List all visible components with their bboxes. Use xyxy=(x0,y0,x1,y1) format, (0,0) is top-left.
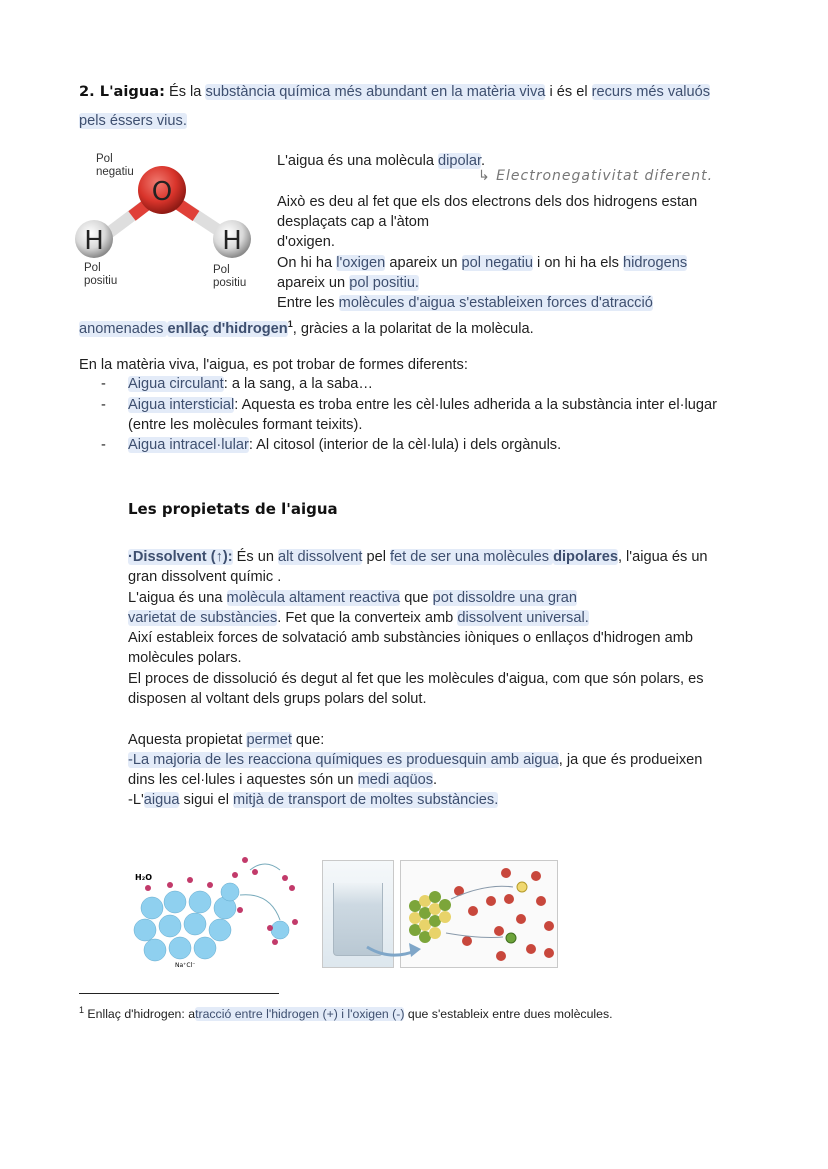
nacl-lattice-icon xyxy=(130,850,315,970)
dipolar-line-5: On hi ha l'oxigen apareix un pol negatiu i on hi ha els hidrogens xyxy=(277,255,688,271)
section-number: 2. L'aigua: xyxy=(79,83,165,100)
dipolar-line-1: L'aigua és una molècula dipolar. xyxy=(277,153,486,169)
list-item: Aigua intersticial: Aquesta es troba entre les cèl·lules adherida a la substància inter el·lugar xyxy=(128,397,717,413)
forms-intro: En la matèria viva, l'aigua, es pot trobar de formes diferents: xyxy=(79,357,468,373)
svg-text:H₂O: H₂O xyxy=(135,873,152,882)
permet-line-1: Aquesta propietat permet que: xyxy=(128,732,325,748)
permet-line-4: -L'aigua sigui el mitjà de transport de moltes substàncies. xyxy=(128,792,499,808)
svg-text:H: H xyxy=(84,226,104,256)
arrow-icon xyxy=(365,935,425,965)
properties-title: Les propietats de l'aigua xyxy=(128,500,338,518)
dipolar-line-8: anomenades enllaç d'hidrogen$^1$, gràcies a la polaritat de la molècula. xyxy=(79,319,534,337)
handwritten-note: ↳ Electronegativitat diferent. xyxy=(478,168,714,184)
dipolar-line-7: Entre les molècules d'aigua s'estableixen forces d'atracció xyxy=(277,295,653,311)
svg-text:O: O xyxy=(151,177,173,207)
list-item-continuation: (entre les molècules formant teixits). xyxy=(128,417,363,433)
permet-line-3: dins les cel·lules i aquestes són un medi aqüos. xyxy=(128,772,438,788)
label-pol-negatiu: Pol negatiu xyxy=(96,153,134,178)
dissolvent-line-6: molècules polars. xyxy=(128,650,242,666)
svg-text:Na⁺Cl⁻: Na⁺Cl⁻ xyxy=(175,962,196,969)
dissolvent-line-5: Així estableix forces de solvatació amb substàncies iòniques o enllaços d'hidrogen amb xyxy=(128,630,693,646)
dipolar-line-4: d'oxigen. xyxy=(277,234,335,250)
footnote-ref[interactable]: 1 xyxy=(287,319,293,329)
dissolvent-line-2: gran dissolvent químic . xyxy=(128,569,282,585)
footnote: $^1$ Enllaç d'hidrogen: atracció entre l'hidrogen (+) i l'oxigen (-) que s'estableix entre dues molècules. xyxy=(79,1005,613,1022)
label-pol-positiu-left: Pol positiu xyxy=(84,262,118,287)
dissolvent-line-4: varietat de substàncies. Fet que la converteix amb dissolvent universal. xyxy=(128,610,589,626)
heading-line-2: pels éssers vius. xyxy=(79,113,187,129)
permet-line-2: -La majoria de les reacciona químiques es produesquin amb aigua, ja que és produeixen xyxy=(128,752,703,768)
svg-text:H: H xyxy=(222,226,242,256)
nacl-dissolution-figure xyxy=(130,850,315,970)
dipolar-line-6: apareix un pol positiu. xyxy=(277,275,419,291)
label-pol-positiu-right: Pol positiu xyxy=(213,264,247,289)
dissolvent-line-3: L'aigua és una molècula altament reactiva que pot dissoldre una gran xyxy=(128,590,578,606)
heading-line-1: 2. L'aigua: És la substància química més abundant en la matèria viva i és el recurs més valuós xyxy=(79,83,711,100)
list-item: Aigua circulant: a la sang, a la saba… xyxy=(128,376,374,392)
footnote-divider xyxy=(79,993,279,994)
dipolar-line-2: Això es deu al fet que els dos electrons dels dos hidrogens estan xyxy=(277,194,698,210)
dissolvent-line-1: ·Dissolvent (↑): És un alt dissolvent pel fet de ser una molècules dipolares, l'aigua és un xyxy=(128,549,708,565)
dissolvent-line-8: disposen al voltant dels grups polars del solut. xyxy=(128,691,427,707)
list-item: Aigua intracel·lular: Al citosol (interior de la cèl·lula) i dels orgànuls. xyxy=(128,437,562,453)
dipolar-line-3: desplaçats cap a l'àtom xyxy=(277,214,430,230)
dissolvent-line-7: El proces de dissolució és degut al fet que les molècules d'aigua, com que són polars, es xyxy=(128,671,704,687)
water-molecule-figure xyxy=(70,148,270,298)
